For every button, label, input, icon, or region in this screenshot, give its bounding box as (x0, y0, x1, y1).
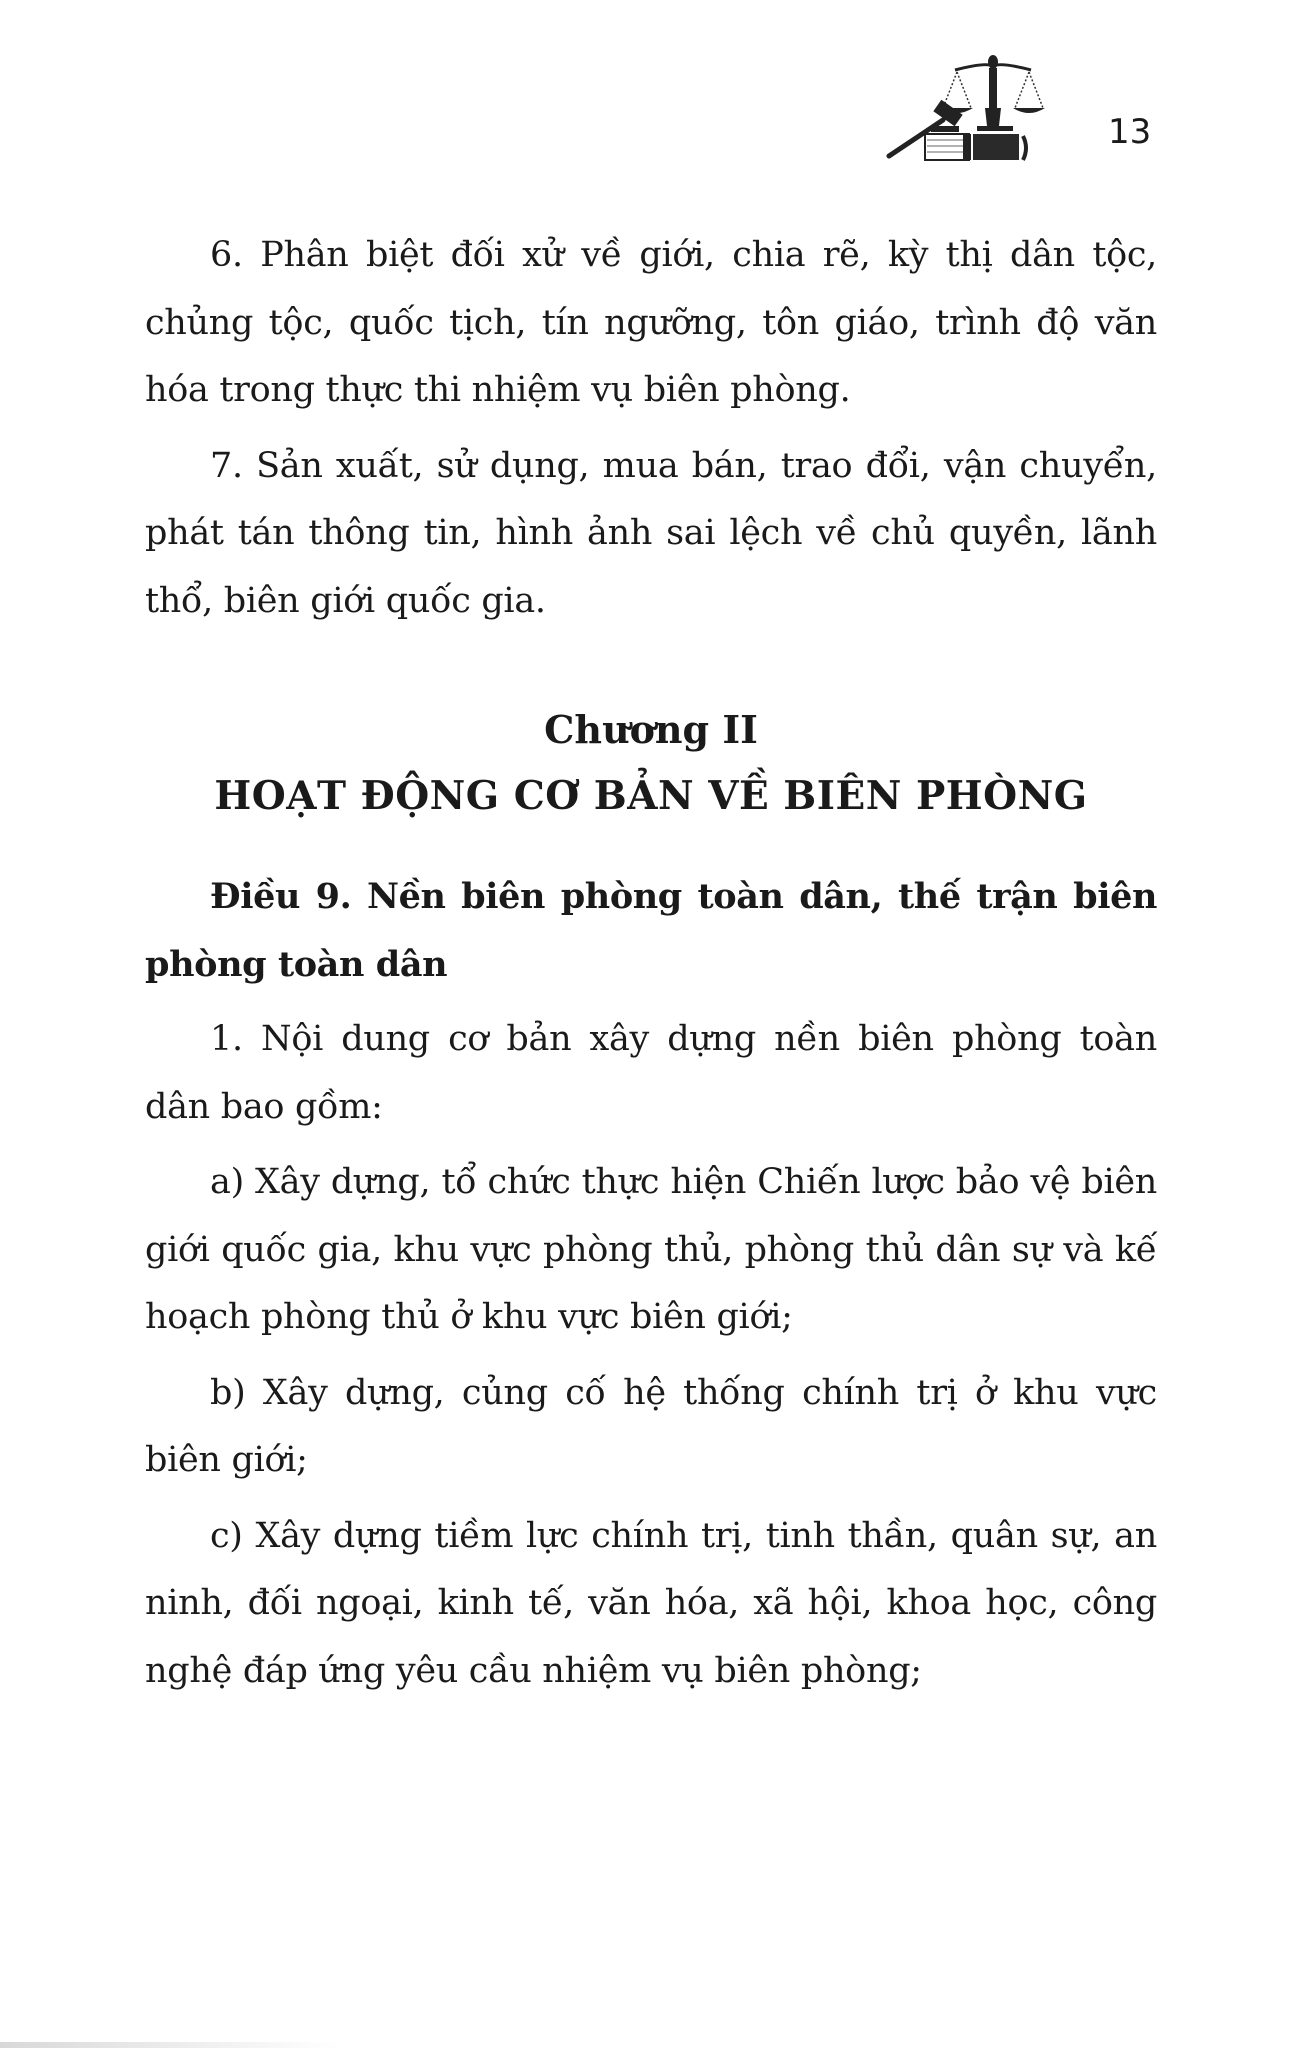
paragraph-item-6: 6. Phân biệt đối xử về giới, chia rẽ, kỳ thị dân tộc, chủng tộc, quốc tịch, tín ngưỡng, tôn giáo, trình độ văn hóa trong thực thi nhiệm vụ biên phòng. (145, 235, 1157, 410)
article-point-b: b) Xây dựng, củng cố hệ thống chính trị ở khu vực biên giới; (145, 1372, 1157, 1480)
chapter-label: Chương II (544, 707, 758, 752)
document-body (145, 222, 1157, 1705)
page-header (0, 40, 1307, 170)
page-edge-shadow (0, 2042, 340, 2048)
scales-of-justice-icon (885, 48, 1065, 168)
chapter-heading (145, 697, 1157, 829)
paragraph-item-7: 7. Sản xuất, sử dụng, mua bán, trao đổi, vận chuyển, phát tán thông tin, hình ảnh sai lệch về chủ quyền, lãnh thổ, biên giới quốc gia. (145, 445, 1157, 621)
article-title: Điều 9. Nền biên phòng toàn dân, thế trận biên phòng toàn dân (145, 876, 1157, 985)
chapter-title: HOẠT ĐỘNG CƠ BẢN VỀ BIÊN PHÒNG (214, 773, 1088, 819)
page-number: 13 (1108, 112, 1152, 152)
article-point-c: c) Xây dựng tiềm lực chính trị, tinh thần, quân sự, an ninh, đối ngoại, kinh tế, văn hóa, xã hội, khoa học, công nghệ đáp ứng yêu cầu nhiệm vụ biên phòng; (145, 1515, 1157, 1691)
article-clause-1: 1. Nội dung cơ bản xây dựng nền biên phòng toàn dân bao gồm: (145, 1019, 1157, 1127)
article-point-a: a) Xây dựng, tổ chức thực hiện Chiến lược bảo vệ biên giới quốc gia, khu vực phòng thủ, phòng thủ dân sự và kế hoạch phòng thủ ở khu vực biên giới; (145, 1162, 1157, 1337)
